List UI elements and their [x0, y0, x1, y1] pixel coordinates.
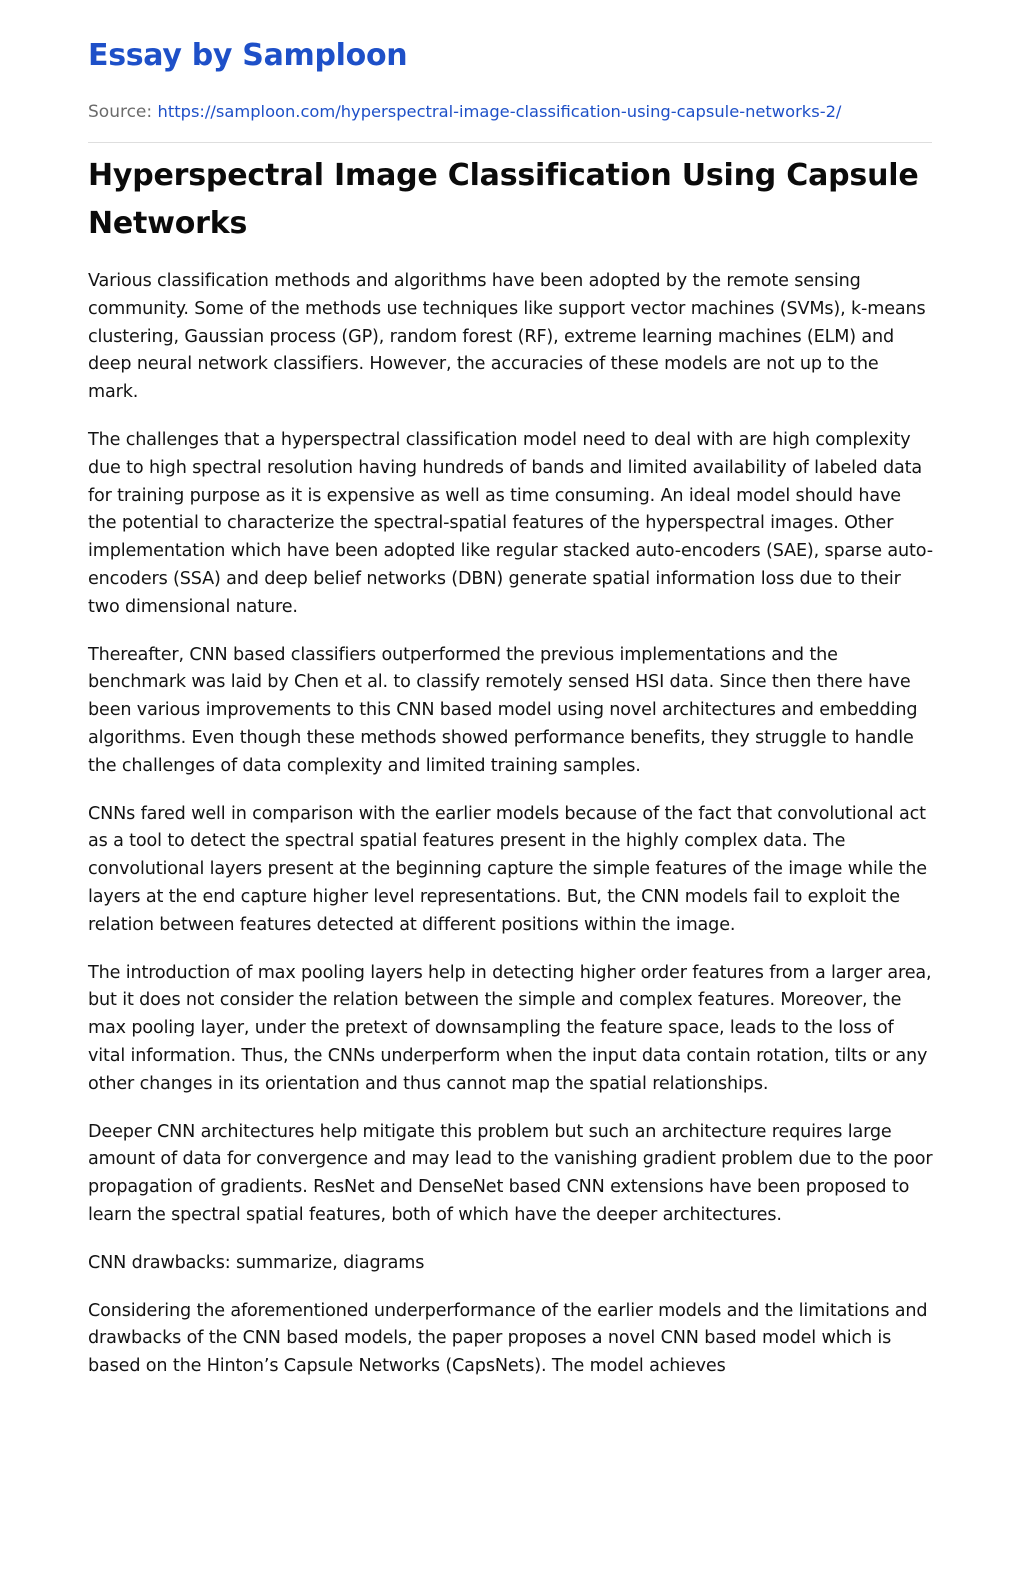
header-divider [88, 142, 932, 143]
paragraph: Deeper CNN architectures help mitigate this problem but such an architecture requires large amount of data for convergence and may lead to the vanishing gradient problem due to the poor propagation of gradients. ResNet and DenseNet based CNN extensions have been proposed to learn the spectral spatial features, both of which have the deeper architectures. [88, 1121, 933, 1225]
source-link[interactable]: https://samploon.com/hyperspectral-image-classification-using-capsule-networks-2/ [157, 102, 842, 121]
paragraph: The introduction of max pooling layers help in detecting higher order features from a larger area, but it does not consider the relation between the simple and complex features. Moreover, the max pooling layer, under the pretext of downsampling the feature space, leads to the loss of vital information. Thus, the CNNs underperform when the input data contain rotation, tilts or any other changes in its orientation and thus cannot map the spatial relationships. [88, 962, 932, 1094]
paragraph: Thereafter, CNN based classifiers outperformed the previous implementations and the benchmark was laid by Chen et al. to classify remotely sensed HSI data. Since then there have been various improvements to this CNN based model using novel architectures and embedding algorithms. Even though these methods showed performance benefits, they struggle to handle the challenges of data complexity and limited training samples. [88, 644, 918, 776]
paragraph: Various classification methods and algorithms have been adopted by the remote sensing community. Some of the methods use techniques like support vector machines (SVMs), k-means clustering, Gaussian process (GP), random forest (RF), extreme learning machines (ELM) and deep neural network classifiers. However, the accuracies of these models are not up to the mark. [88, 271, 926, 403]
essay-body [88, 268, 934, 1401]
paragraph: CNNs fared well in comparison with the earlier models because of the fact that convolutional act as a tool to detect the spectral spatial features present in the highly complex data. The convolutional layers present at the beginning capture the simple features of the image while the layers at the end capture higher level representations. But, the CNN models fail to exploit the relation between features detected at different positions within the image. [88, 803, 927, 935]
source-label: Source: [88, 102, 153, 122]
source-line [88, 100, 934, 124]
essay-title: Hyperspectral Image Classification Using Capsule Networks [88, 158, 919, 241]
paragraph: Considering the aforementioned underperformance of the earlier models and the limitations and drawbacks of the CNN based models, the paper proposes a novel CNN based model which is based on the Hinton’s Capsule Networks (CapsNets). The model achieves [88, 1300, 928, 1377]
paragraph: The challenges that a hyperspectral classification model need to deal with are high complexity due to high spectral resolution having hundreds of bands and limited availability of labeled data for training purpose as it is expensive as well as time consuming. An ideal model should have the potential to characterize the spectral-spatial features of the hyperspectral images. Other implementation which have been adopted like regular stacked auto-encoders (SAE), sparse auto-encoders (SSA) and deep belief networks (DBN) generate spatial information loss due to their two dimensional nature. [88, 429, 933, 617]
paragraph: CNN drawbacks: summarize, diagrams [88, 1252, 425, 1273]
brand-title: Essay by Samploon [88, 38, 408, 73]
